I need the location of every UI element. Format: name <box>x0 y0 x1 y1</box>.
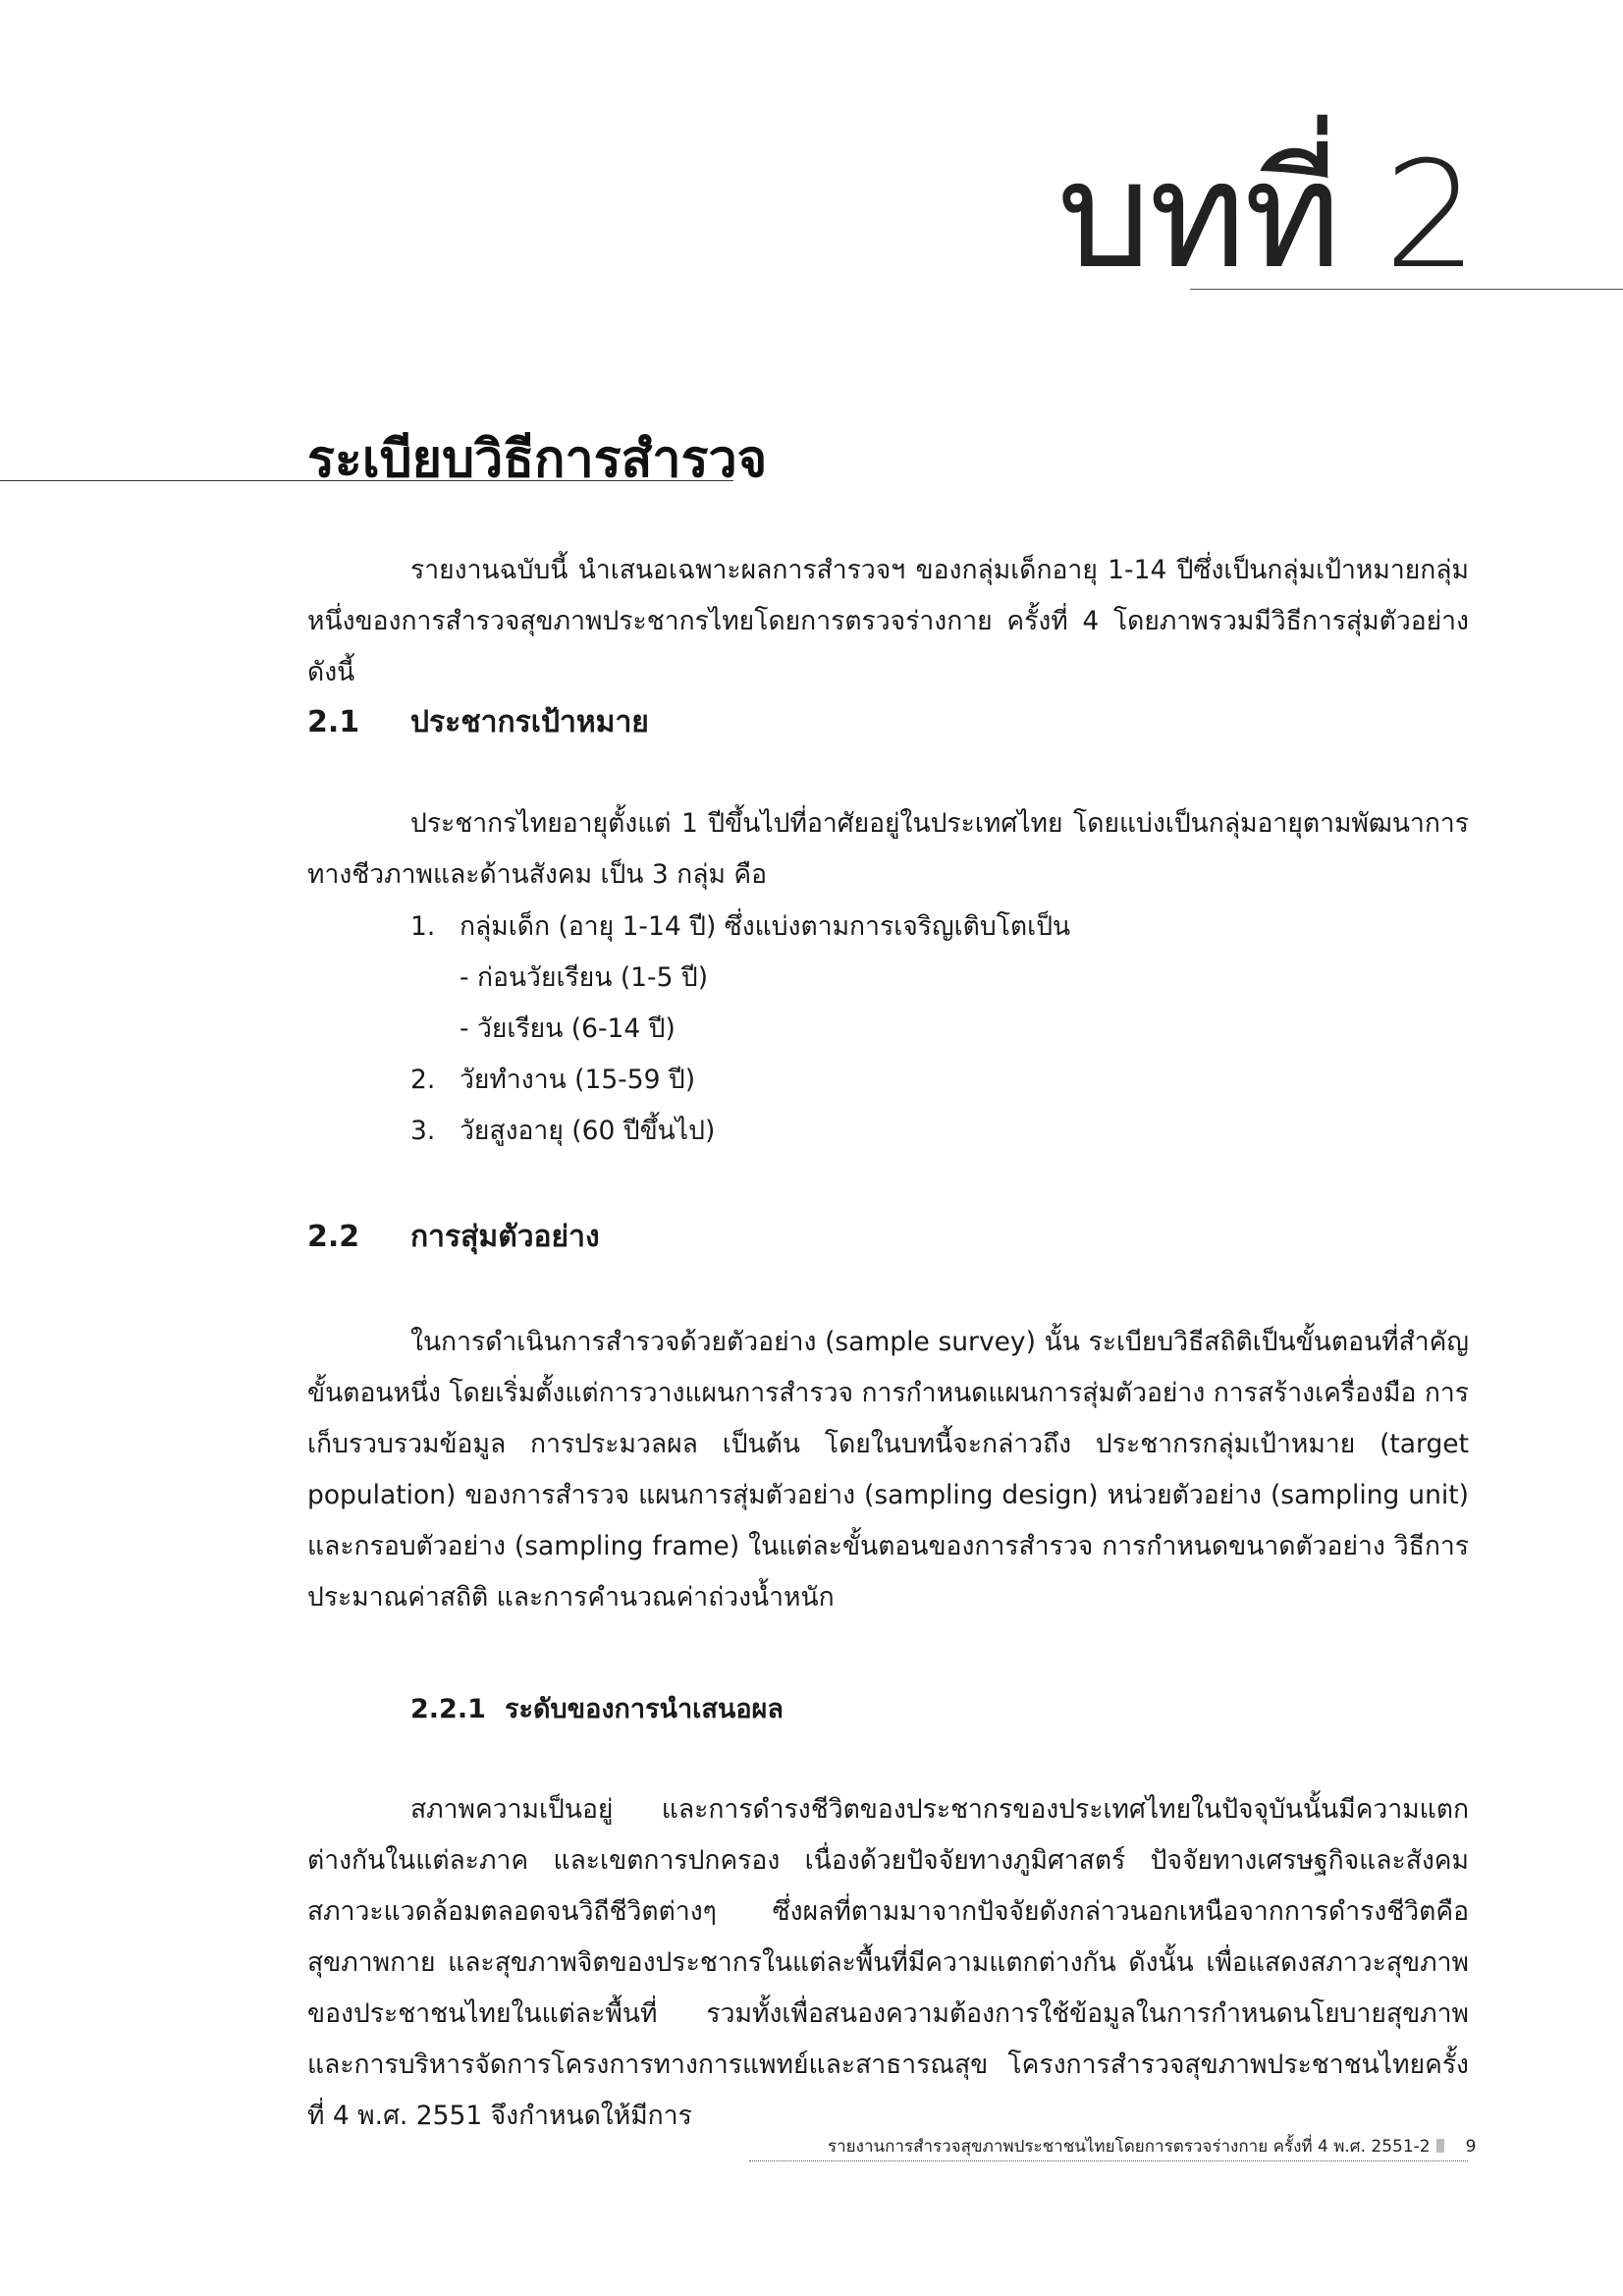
section-2-2-heading <box>307 1214 600 1260</box>
list-subitem: - วัยเรียน (6-14 ปี) <box>460 1013 676 1044</box>
list-item: 2. วัยทำงาน (15-59 ปี) <box>410 1065 696 1095</box>
footer-separator <box>1436 2139 1444 2153</box>
section-number: 2.1 <box>307 705 360 739</box>
section-2-1-body: ประชากรไทยอายุตั้งแต่ 1 ปีขึ้นไปที่อาศัยอยู่ในประเทศไทย โดยแบ่งเป็นกลุ่มอายุตามพัฒนาการทางชีวภาพและด้านสังคม เป็น 3 กลุ่ม คือ <box>307 808 1469 890</box>
list-item: 3. วัยสูงอายุ (60 ปีขึ้นไป) <box>410 1116 716 1146</box>
title-underline <box>0 480 733 481</box>
subsection-title: ระดับของการนำเสนอผล <box>505 1694 784 1724</box>
list-subitem: - ก่อนวัยเรียน (1-5 ปี) <box>460 962 709 993</box>
subsection-2-2-1-heading <box>410 1687 784 1729</box>
section-title: ประชากรเป้าหมาย <box>410 705 649 739</box>
section-2-1-heading <box>307 699 649 745</box>
intro-paragraph: รายงานฉบับนี้ นำเสนอเฉพาะผลการสำรวจฯ ของกลุ่มเด็กอายุ 1-14 ปีซึ่งเป็นกลุ่มเป้าหมายกลุ่มหนึ่งของการสำรวจสุขภาพประชากรไทยโดยการตรวจร่างกาย ครั้งที่ 4 โดยภาพรวมมีวิธีการสุ่มตัวอย่างดังนี้ <box>307 555 1469 687</box>
chapter-heading: บทที่ 2 <box>1056 131 1476 301</box>
page-number: 9 <box>1465 2137 1477 2157</box>
section-2-2-body: ในการดำเนินการสำรวจด้วยตัวอย่าง (sample survey) นั้น ระเบียบวิธีสถิติเป็นขั้นตอนที่สำคัญขั้นตอนหนึ่ง โดยเริ่มตั้งแต่การวางแผนการสำรวจ การกำหนดแผนการสุ่มตัวอย่าง การสร้างเครื่องมือ การเก็บรวบรวมข้อมูล การประมวลผล เป็นต้น โดยในบทนี้จะกล่าวถึง ประชากรกลุ่มเป้าหมาย (target population) ของการสำรวจ แผนการสุ่มตัวอย่าง (sampling design) หน่วยตัวอย่าง (sampling unit) และกรอบตัวอย่าง (sampling frame) ในแต่ละขั้นตอนของการสำรวจ การกำหนดขนาดตัวอย่าง วิธีการประมาณค่าสถิติ และการคำนวณค่าถ่วงน้ำหนัก <box>307 1327 1469 1613</box>
section-title: การสุ่มตัวอย่าง <box>410 1220 600 1254</box>
age-group-list <box>410 902 1070 1157</box>
page-footer <box>828 2133 1476 2159</box>
footer-rule <box>749 2160 1468 2161</box>
section-number: 2.2 <box>307 1220 360 1254</box>
page-title: ระเบียบวิธีการสำรวจ <box>307 430 768 489</box>
chapter-underline <box>1190 289 1623 290</box>
list-item: 1. กลุ่มเด็ก (อายุ 1-14 ปี) ซึ่งแบ่งตามการเจริญเติบโตเป็น <box>410 911 1071 942</box>
footer-title: รายงานการสำรวจสุขภาพประชาชนไทยโดยการตรวจร่างกาย ครั้งที่ 4 พ.ศ. 2551-2 <box>828 2137 1431 2157</box>
subsection-2-2-1-body: สภาพความเป็นอยู่ และการดำรงชีวิตของประชากรของประเทศไทยในปัจจุบันนั้นมีความแตกต่างกันในแต่ละภาค และเขตการปกครอง เนื่องด้วยปัจจัยทางภูมิศาสตร์ ปัจจัยทางเศรษฐกิจและสังคม สภาวะแวดล้อมตลอดจนวิถีชีวิตต่างๆ ซึ่งผลที่ตามมาจากปัจจัยดังกล่าวนอกเหนือจากการดำรงชีวิตคือ สุขภาพกาย และสุขภาพจิตของประชากรในแต่ละพื้นที่มีความแตกต่างกัน ดังนั้น เพื่อแสดงสภาวะสุขภาพของประชาชนไทยในแต่ละพื้นที่ รวมทั้งเพื่อสนองความต้องการใช้ข้อมูลในการกำหนดนโยบายสุขภาพและการบริหารจัดการโครงการทางการแพทย์และสาธารณสุข โครงการสำรวจสุขภาพประชาชนไทยครั้งที่ 4 พ.ศ. 2551 จึงกำหนดให้มีการ <box>307 1794 1469 2131</box>
subsection-number: 2.2.1 <box>410 1694 486 1724</box>
